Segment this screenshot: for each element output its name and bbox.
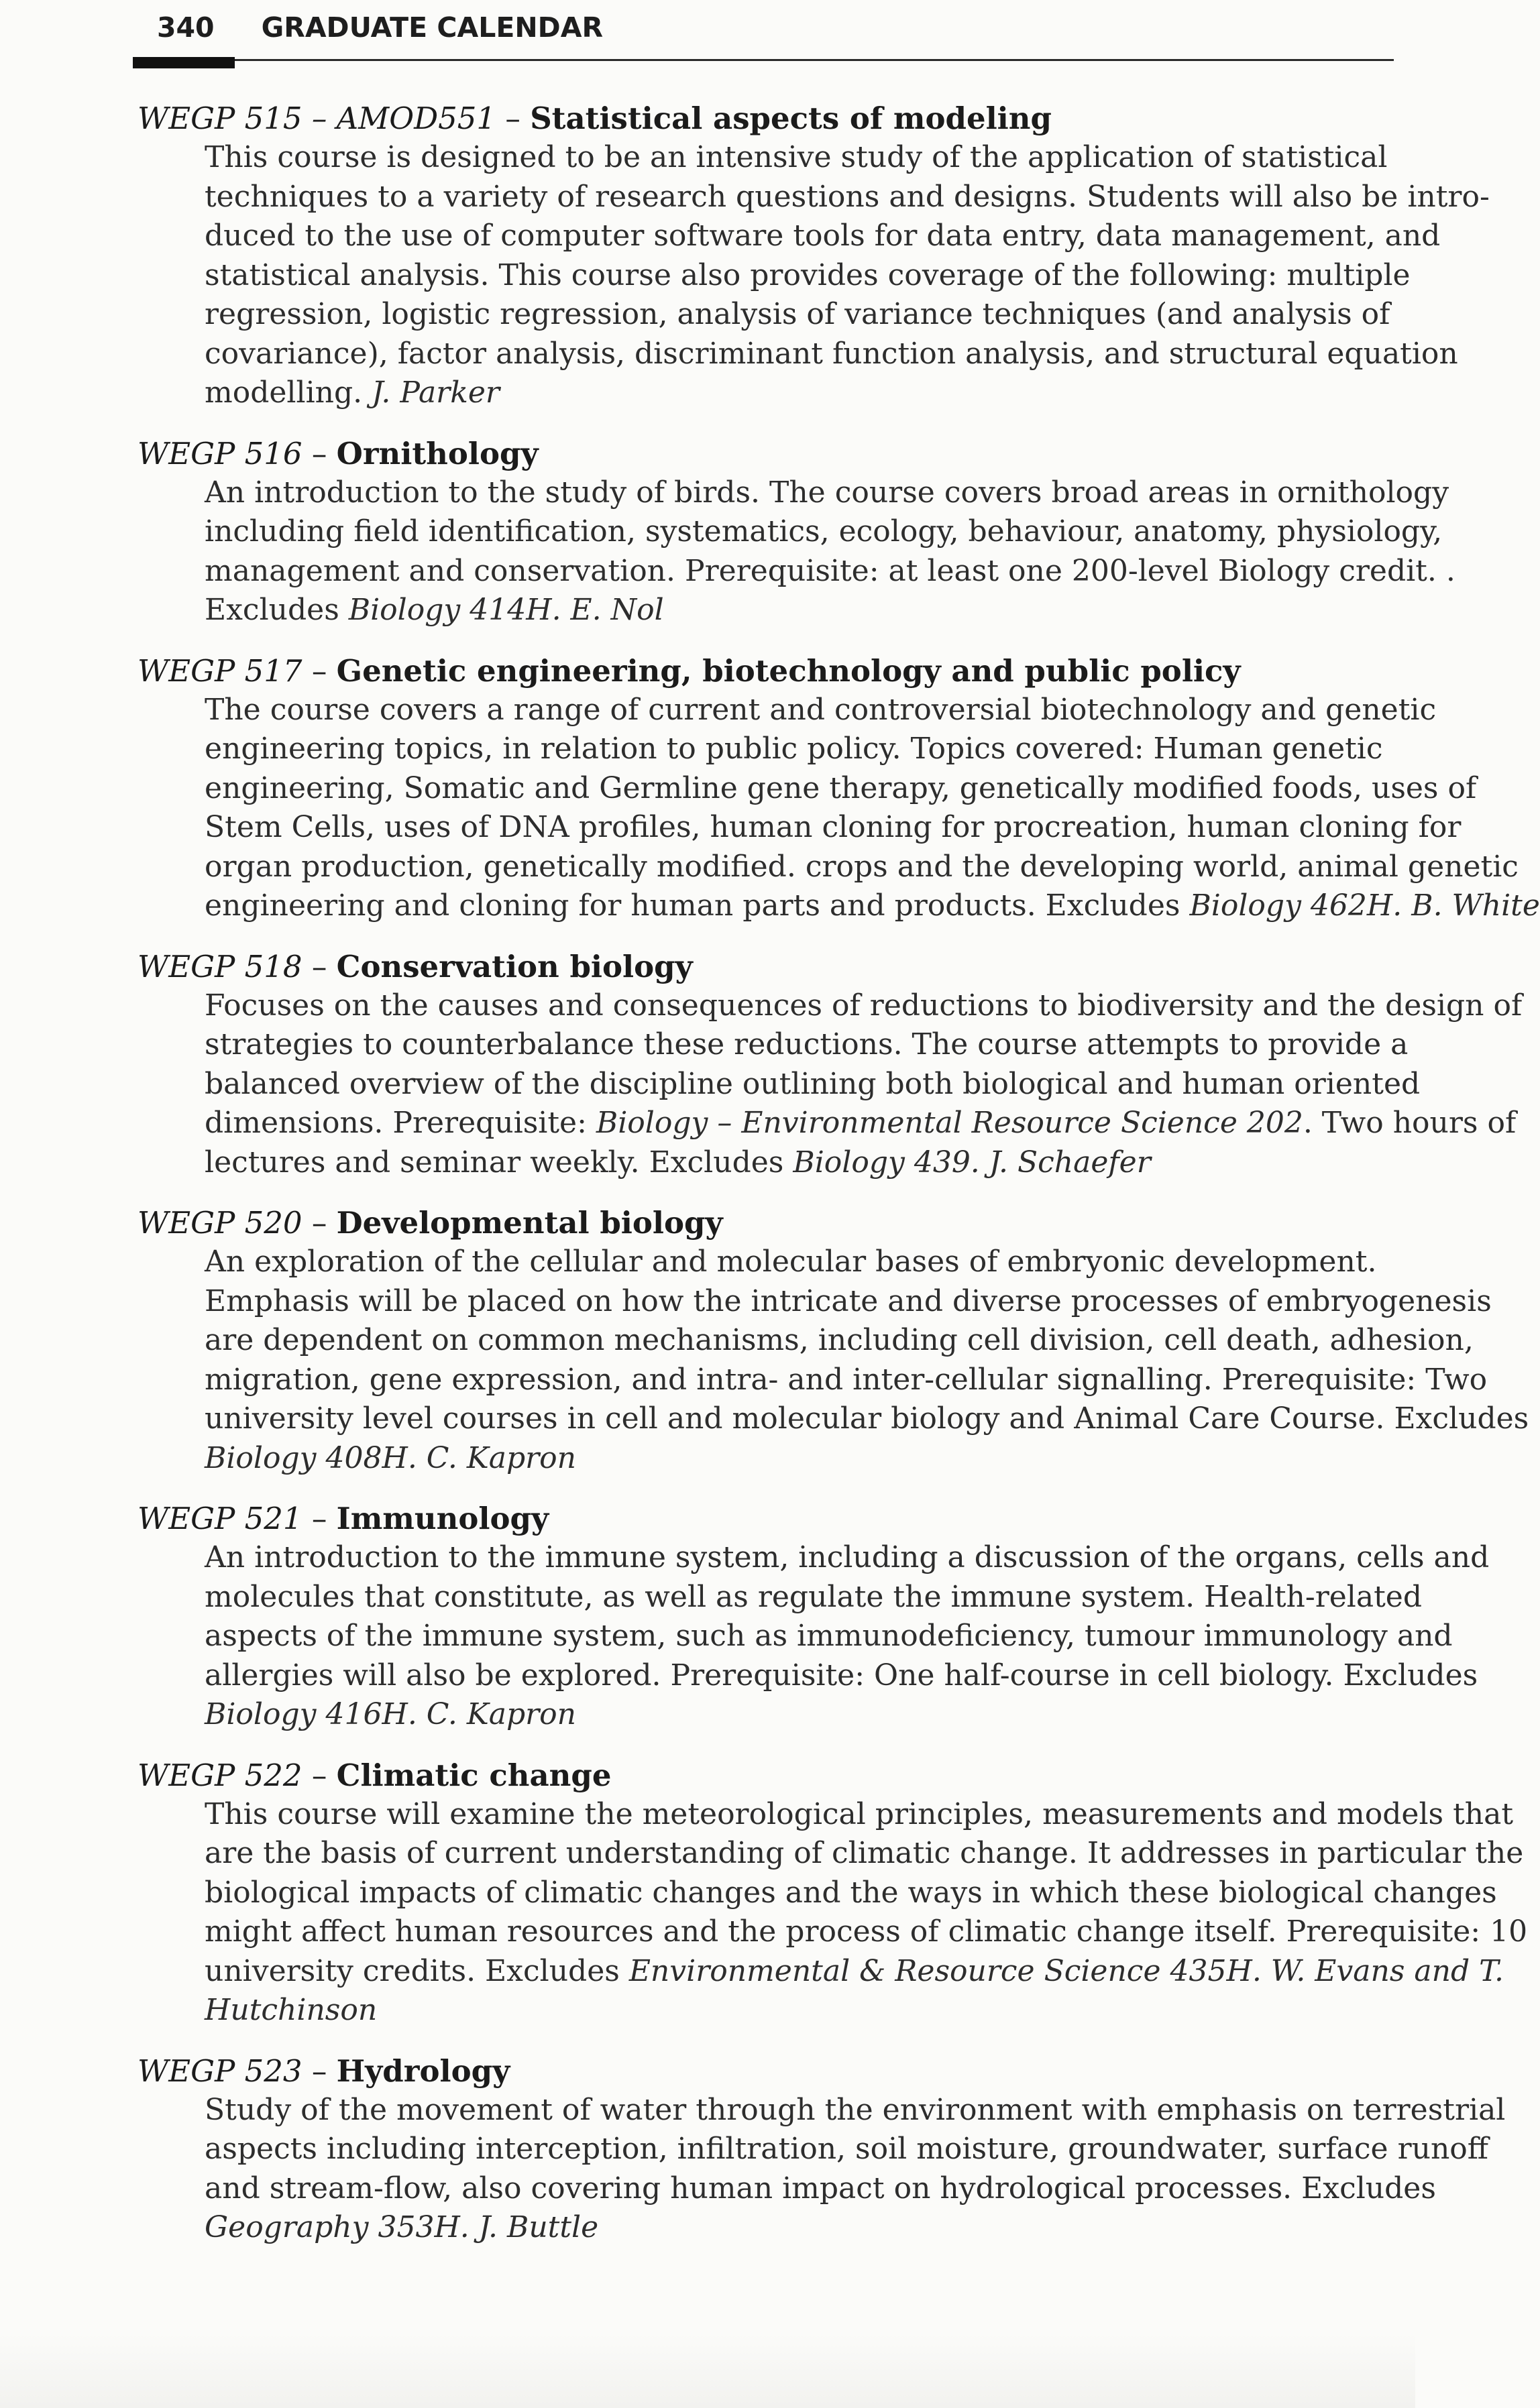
description-line <box>205 591 1385 630</box>
description-line <box>205 2208 1385 2248</box>
italic-reference: Environmental & Resource Science 435H. W. Evans and T. <box>628 1953 1504 1988</box>
course-heading <box>138 652 1385 691</box>
course-description <box>205 691 1540 926</box>
course-description <box>205 2091 1506 2248</box>
code-title-separator: – <box>302 435 337 471</box>
italic-reference: Biology 462H. B. White <box>1189 888 1540 923</box>
course-description <box>205 1243 1529 1478</box>
text-run: statistical analysis. This course also provides coverage of the following: multiple <box>205 257 1411 292</box>
description-line <box>205 512 1443 552</box>
description-line <box>205 1578 1422 1617</box>
code-title-separator: – <box>302 1501 337 1536</box>
text-run: engineering topics, in relation to public policy. Topics covered: Human genetic <box>205 732 1383 766</box>
text-run: duced to the use of computer software tools for data entry, data management, and <box>205 219 1441 253</box>
course-entry <box>138 99 1490 413</box>
description-line <box>205 1282 1492 1322</box>
description-line <box>205 1143 1385 1183</box>
italic-reference: Biology 439. J. Schaefer <box>793 1145 1151 1180</box>
course-heading <box>138 1499 1385 1538</box>
description-line <box>205 1243 1385 1282</box>
description-line <box>205 1025 1409 1065</box>
course-description <box>205 473 1455 630</box>
text-run: An exploration of the cellular and molecular bases of embryonic development. <box>205 1245 1377 1279</box>
course-list <box>138 99 1540 2269</box>
course-heading <box>138 435 1385 473</box>
description-line <box>205 217 1441 256</box>
course-description <box>205 138 1490 413</box>
course-title: Immunology <box>336 1501 549 1536</box>
description-line <box>205 138 1388 178</box>
course-entry <box>138 435 1455 630</box>
code-title-separator: – <box>302 1205 337 1241</box>
course-description <box>205 986 1523 1183</box>
course-title: Climatic change <box>336 1757 612 1793</box>
description-line <box>205 256 1411 296</box>
text-run: The course covers a range of current and controversial biotechnology and genetic <box>205 692 1437 727</box>
text-run: regression, logistic regression, analysis of variance techniques (and analysis of <box>205 297 1390 331</box>
code-title-separator: – <box>302 2053 337 2089</box>
description-line <box>205 1656 1478 1696</box>
course-entry <box>138 1756 1528 2030</box>
text-run: Study of the movement of water through the environment with emphasis on terrestrial <box>205 2092 1506 2127</box>
description-line <box>205 808 1462 848</box>
description-line <box>205 1952 1504 1992</box>
description-line <box>205 848 1519 887</box>
course-code: WEGP 516 <box>138 435 302 471</box>
text-run: covariance), factor analysis, discriminant function analysis, and structural equation <box>205 336 1458 371</box>
description-line <box>205 1065 1421 1104</box>
text-run: might affect human resources and the process of climatic change itself. Prerequisite: 10 <box>205 1914 1528 1949</box>
description-line <box>205 691 1437 730</box>
text-run: Excludes <box>205 593 349 627</box>
description-line <box>205 1695 1385 1735</box>
course-description <box>205 1538 1490 1735</box>
description-line <box>205 1439 1385 1479</box>
description-line <box>205 2091 1506 2130</box>
page-header <box>157 4 603 51</box>
description-line <box>205 769 1477 809</box>
text-run: balanced overview of the discipline outlining both biological and human oriented <box>205 1066 1421 1101</box>
description-line <box>205 552 1455 591</box>
text-run: An introduction to the immune system, including a discussion of the organs, cells and <box>205 1540 1490 1574</box>
course-code: WEGP 520 <box>138 1205 302 1241</box>
course-title: Conservation biology <box>336 948 693 984</box>
description-line <box>205 986 1523 1026</box>
text-run: aspects including interception, infiltration, soil moisture, groundwater, surface runoff <box>205 2132 1489 2166</box>
course-title: Hydrology <box>336 2053 510 2089</box>
text-run: Focuses on the causes and consequences of reductions to biodiversity and the design of <box>205 988 1523 1023</box>
text-run: and stream-flow, also covering human impact on hydrological processes. Excludes <box>205 2171 1436 2205</box>
text-run: . Two hours of <box>1303 1106 1517 1140</box>
description-line <box>205 1361 1488 1400</box>
text-run: university level courses in cell and molecular biology and Animal Care Course. Excludes <box>205 1401 1529 1436</box>
description-line <box>205 473 1449 513</box>
course-entry <box>138 2052 1506 2248</box>
italic-reference: Biology 408H. C. Kapron <box>205 1440 576 1475</box>
page-bottom-shadow <box>0 2334 1415 2408</box>
description-line <box>205 730 1385 769</box>
text-run: techniques to a variety of research questions and designs. Students will also be intro- <box>205 179 1490 214</box>
text-run: university credits. Excludes <box>205 1953 629 1988</box>
text-run: are dependent on common mechanisms, including cell division, cell death, adhesion, <box>205 1323 1474 1357</box>
italic-reference: Geography 353H. J. Buttle <box>205 2210 599 2244</box>
course-heading <box>138 99 1385 138</box>
description-line <box>205 2130 1489 2169</box>
description-line <box>205 1321 1474 1361</box>
course-title: Developmental biology <box>336 1205 723 1241</box>
course-code: WEGP 518 <box>138 948 302 984</box>
code-title-separator: – <box>302 1757 337 1793</box>
italic-reference: Hutchinson <box>205 1993 378 2027</box>
text-run: Stem Cells, uses of DNA profiles, human cloning for procreation, human cloning for <box>205 810 1462 844</box>
description-line <box>205 178 1490 217</box>
course-title: Ornithology <box>336 435 539 471</box>
text-run: biological impacts of climatic changes and the ways in which these biological changes <box>205 1875 1497 1910</box>
text-run: This course will examine the meteorological principles, measurements and models that <box>205 1796 1514 1831</box>
description-line <box>205 374 1385 413</box>
text-run: strategies to counterbalance these reductions. The course attempts to provide a <box>205 1027 1409 1062</box>
text-run: An introduction to the study of birds. The course covers broad areas in ornithology <box>205 475 1449 510</box>
text-run: Emphasis will be placed on how the intricate and diverse processes of embryogenesis <box>205 1283 1492 1318</box>
description-line <box>205 1912 1528 1952</box>
running-title: GRADUATE CALENDAR <box>261 11 604 44</box>
course-entry <box>138 652 1540 926</box>
italic-reference: Biology 416H. C. Kapron <box>205 1697 576 1731</box>
text-run: engineering and cloning for human parts and products. Excludes <box>205 888 1190 923</box>
course-description <box>205 1795 1528 2030</box>
description-line <box>205 295 1390 335</box>
course-heading <box>138 2052 1385 2091</box>
course-entry <box>138 1499 1490 1735</box>
code-title-separator: – <box>496 101 531 136</box>
text-run: allergies will also be explored. Prerequisite: One half-course in cell biology. Excludes <box>205 1658 1478 1693</box>
text-run: lectures and seminar weekly. Excludes <box>205 1145 793 1180</box>
description-line <box>205 886 1540 926</box>
description-line <box>205 1795 1514 1835</box>
text-run: modelling. <box>205 376 372 410</box>
text-run: migration, gene expression, and intra- and inter-cellular signalling. Prerequisite: Two <box>205 1362 1488 1397</box>
text-run: engineering, Somatic and Germline gene therapy, genetically modified foods, uses of <box>205 770 1477 805</box>
course-code: WEGP 517 <box>138 652 302 689</box>
description-line <box>205 335 1458 374</box>
course-heading <box>138 948 1385 986</box>
course-code: WEGP 522 <box>138 1757 302 1793</box>
italic-reference: Biology – Environmental Resource Science 202 <box>596 1106 1303 1140</box>
code-title-separator: – <box>302 652 337 689</box>
text-run: molecules that constitute, as well as regulate the immune system. Health-related <box>205 1579 1422 1614</box>
description-line <box>205 1874 1497 1913</box>
text-run: This course is designed to be an intensive study of the application of statistical <box>205 140 1388 174</box>
course-entry <box>138 948 1523 1183</box>
text-run: management and conservation. Prerequisite: at least one 200-level Biology credit. . <box>205 553 1455 588</box>
description-line <box>205 1399 1529 1439</box>
description-line <box>205 1834 1524 1874</box>
text-run: including field identification, systematics, ecology, behaviour, anatomy, physiology, <box>205 514 1443 549</box>
page-number: 340 <box>157 11 215 44</box>
description-line <box>205 1991 1385 2030</box>
course-entry <box>138 1204 1529 1478</box>
text-run: dimensions. Prerequisite: <box>205 1106 596 1140</box>
text-run: are the basis of current understanding of climatic change. It addresses in particular the <box>205 1836 1524 1870</box>
header-block <box>133 57 235 68</box>
italic-reference: Biology 414H. E. Nol <box>348 593 664 627</box>
course-code: WEGP 521 <box>138 1501 302 1536</box>
description-line <box>205 1617 1453 1656</box>
code-title-separator: – <box>302 948 337 984</box>
course-title: Genetic engineering, biotechnology and public policy <box>336 652 1241 689</box>
text-run: organ production, genetically modified. crops and the developing world, animal genetic <box>205 849 1519 884</box>
description-line <box>205 1104 1517 1143</box>
italic-reference: J. Parker <box>372 376 500 410</box>
course-heading <box>138 1204 1385 1243</box>
description-line <box>205 1538 1490 1578</box>
course-title: Statistical aspects of modeling <box>530 101 1052 136</box>
text-run: aspects of the immune system, such as immunodeficiency, tumour immunology and <box>205 1619 1453 1653</box>
description-line <box>205 2169 1436 2209</box>
header-rule <box>133 59 1394 61</box>
course-code: WEGP 523 <box>138 2053 302 2089</box>
course-code: WEGP 515 – AMOD551 <box>138 101 496 136</box>
course-heading <box>138 1756 1385 1795</box>
